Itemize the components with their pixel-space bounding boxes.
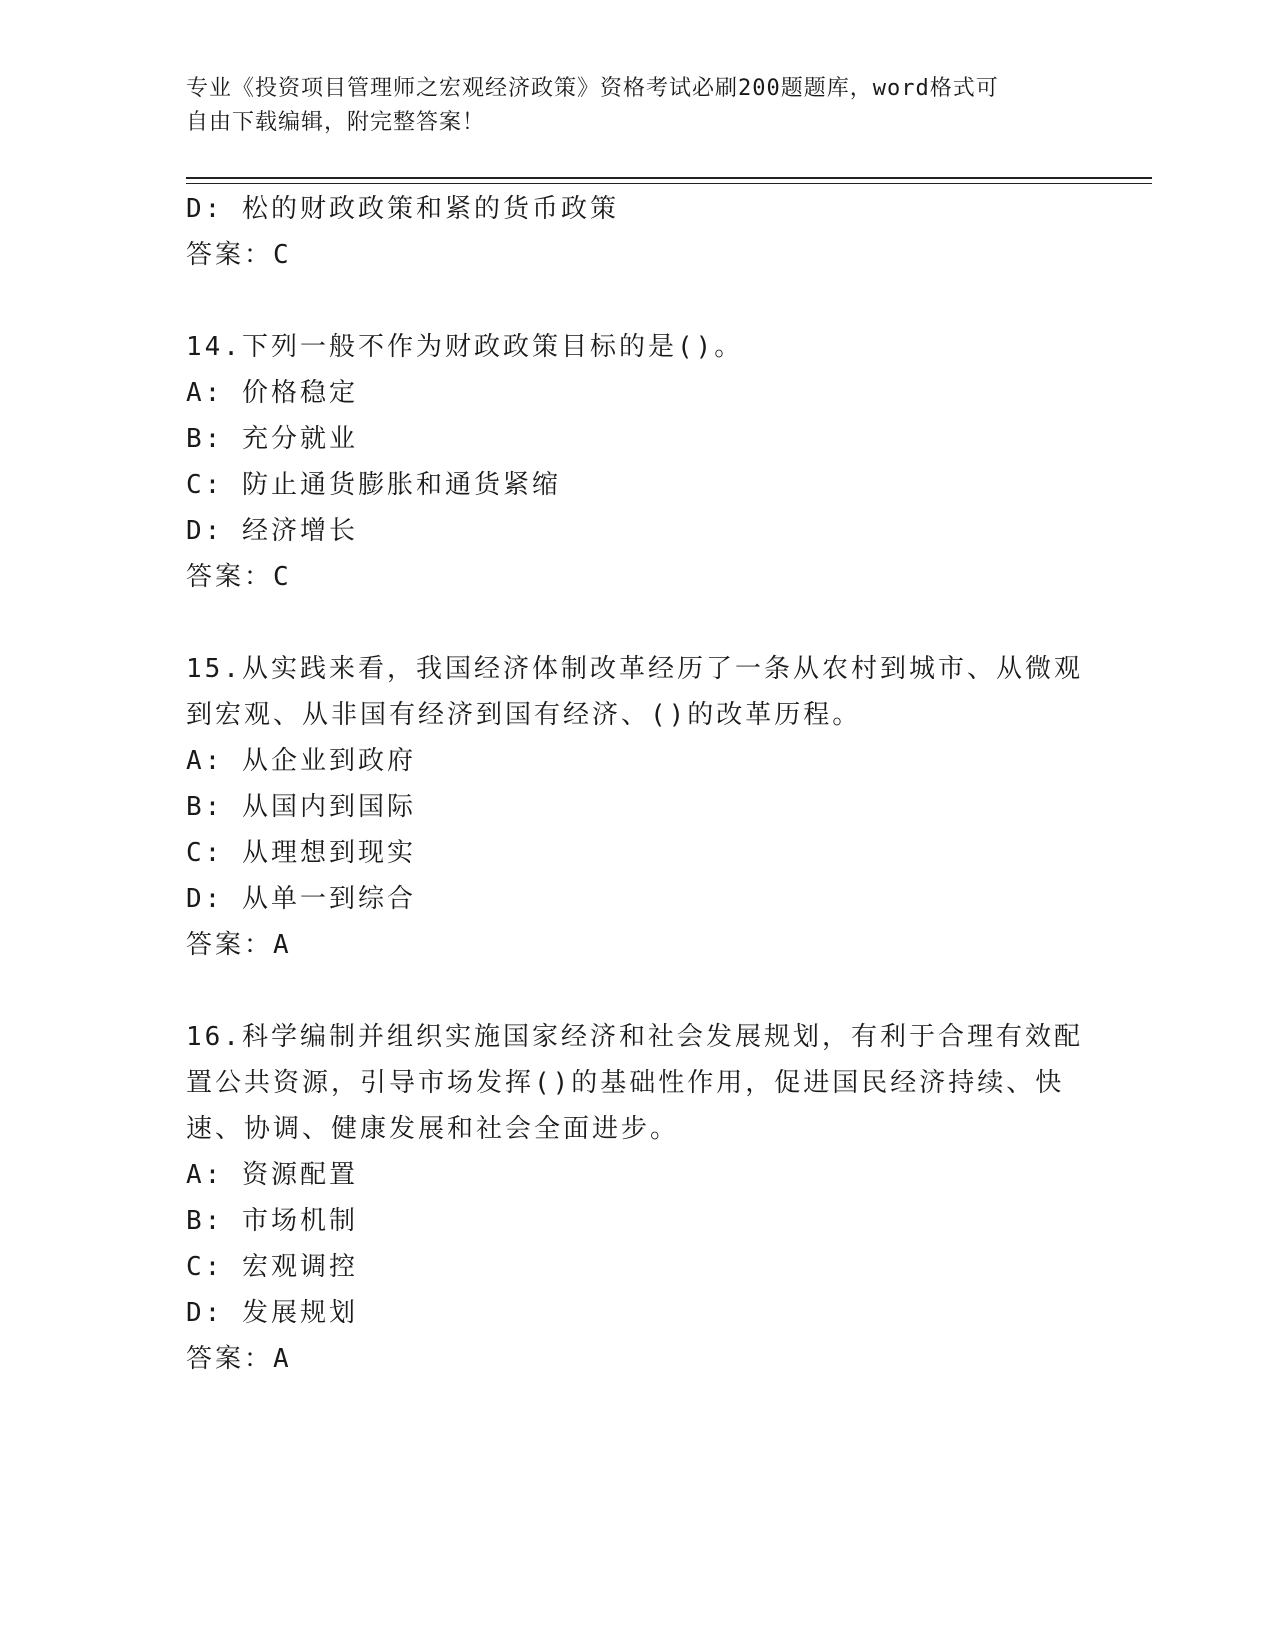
header-line-1: 专业《投资项目管理师之宏观经济政策》资格考试必刷200题题库，word格式可 [186,76,999,101]
answer: 答案：C [186,240,292,270]
question-15-option-b: B: 从国内到国际 [186,792,416,822]
option-d: D: 松的财政政策和紧的货币政策 [186,194,619,224]
document-header [186,72,1066,140]
question-15-answer: 答案：A [186,930,292,960]
question-15-option-d: D: 从单一到综合 [186,884,416,914]
question-16-text-line-1: 16.科学编制并组织实施国家经济和社会发展规划，有利于合理有效配 [186,1022,1083,1052]
question-14-option-b: B: 充分就业 [186,424,358,454]
spacer [186,278,1086,324]
question-16-text-line-3: 速、协调、健康发展和社会全面进步。 [186,1114,680,1144]
question-14-option-d: D: 经济增长 [186,516,358,546]
question-14-answer: 答案：C [186,562,292,592]
question-15-text-line-2: 到宏观、从非国有经济到国有经济、()的改革历程。 [186,700,862,730]
question-14-option-c: C: 防止通货膨胀和通货紧缩 [186,470,561,500]
header-line-2: 自由下载编辑，附完整答案！ [186,110,486,135]
question-16-option-c: C: 宏观调控 [186,1252,358,1282]
question-content [186,186,1086,1382]
header-divider-top [186,177,1152,179]
question-15-option-a: A: 从企业到政府 [186,746,416,776]
spacer [186,600,1086,646]
question-16-option-b: B: 市场机制 [186,1206,358,1236]
question-16-option-d: D: 发展规划 [186,1298,358,1328]
header-divider-bottom [186,183,1152,184]
question-15-text-line-1: 15.从实践来看，我国经济体制改革经历了一条从农村到城市、从微观 [186,654,1083,684]
question-16-answer: 答案：A [186,1344,292,1374]
question-14-option-a: A: 价格稳定 [186,378,358,408]
question-15-option-c: C: 从理想到现实 [186,838,416,868]
question-16-option-a: A: 资源配置 [186,1160,358,1190]
spacer [186,968,1086,1014]
question-14-text: 14.下列一般不作为财政政策目标的是()。 [186,332,744,362]
question-16-text-line-2: 置公共资源，引导市场发挥()的基础性作用，促进国民经济持续、快 [186,1068,1065,1098]
